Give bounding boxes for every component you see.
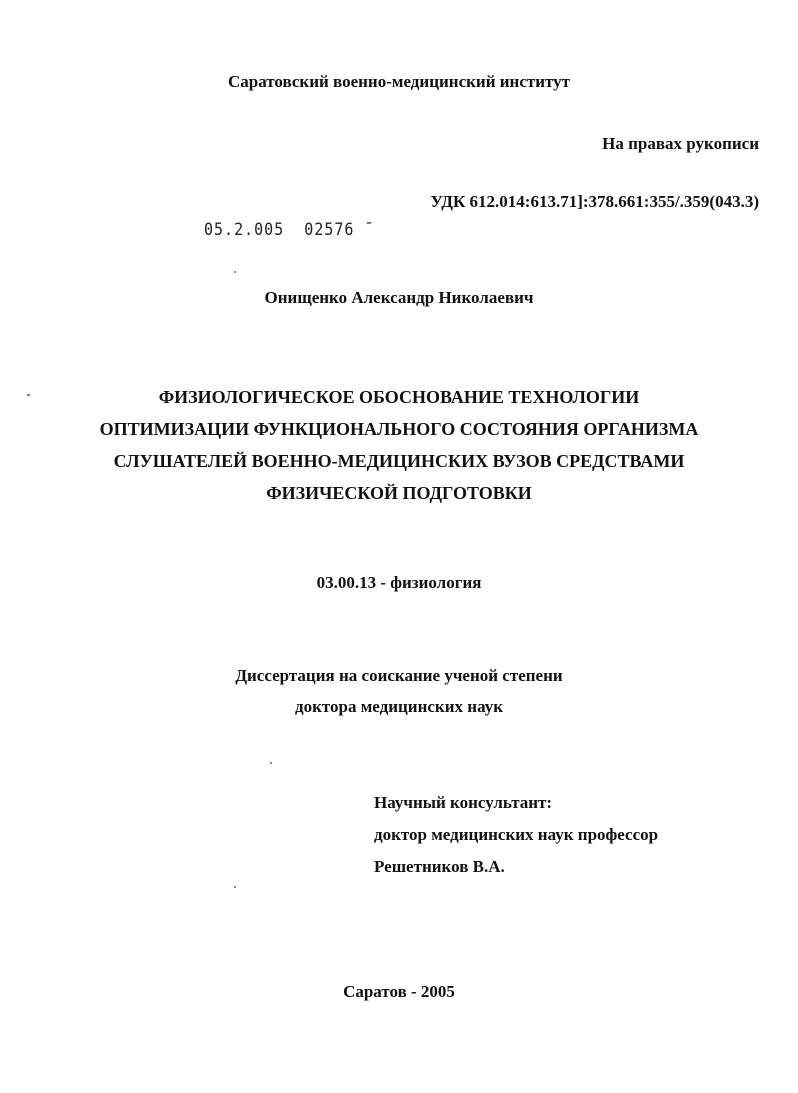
- consultant-rank: доктор медицинских наук профессор: [374, 825, 659, 844]
- scan-speck: [234, 886, 236, 888]
- title-line: СЛУШАТЕЛЕЙ ВОЕННО-МЕДИЦИНСКИХ ВУЗОВ СРЕДСТВАМИ: [113, 451, 685, 471]
- scan-speck: [234, 271, 236, 273]
- degree-line-1: Диссертация на соискание ученой степени: [235, 666, 563, 685]
- title-line: ФИЗИОЛОГИЧЕСКОЕ ОБОСНОВАНИЕ ТЕХНОЛОГИИ: [158, 387, 640, 407]
- udc-code: УДК 612.014:613.71]:378.661:355/.359(043.3): [430, 192, 759, 211]
- manuscript-rights-note: На правах рукописи: [602, 134, 759, 153]
- consultant-name: Решетников В.А.: [374, 857, 505, 876]
- title-line: ОПТИМИЗАЦИИ ФУНКЦИОНАЛЬНОГО СОСТОЯНИЯ ОРГАНИЗМА: [99, 419, 699, 439]
- institution-name: Саратовский военно-медицинский институт: [227, 72, 571, 91]
- title-line: ФИЗИЧЕСКОЙ ПОДГОТОВКИ: [266, 483, 532, 503]
- author-name: Онищенко Александр Николаевич: [264, 288, 534, 307]
- dissertation-title: [0, 381, 798, 509]
- city-year: Саратов - 2005: [343, 982, 455, 1001]
- scan-speck: [27, 394, 30, 396]
- degree-line-2: доктора медицинских наук: [294, 697, 504, 716]
- specialty-code: 03.00.13 - физиология: [316, 573, 482, 592]
- scan-speck: [270, 762, 272, 764]
- consultant-label: Научный консультант:: [374, 793, 553, 812]
- registration-stamp: 05.2.005 02576 ¯: [204, 219, 375, 240]
